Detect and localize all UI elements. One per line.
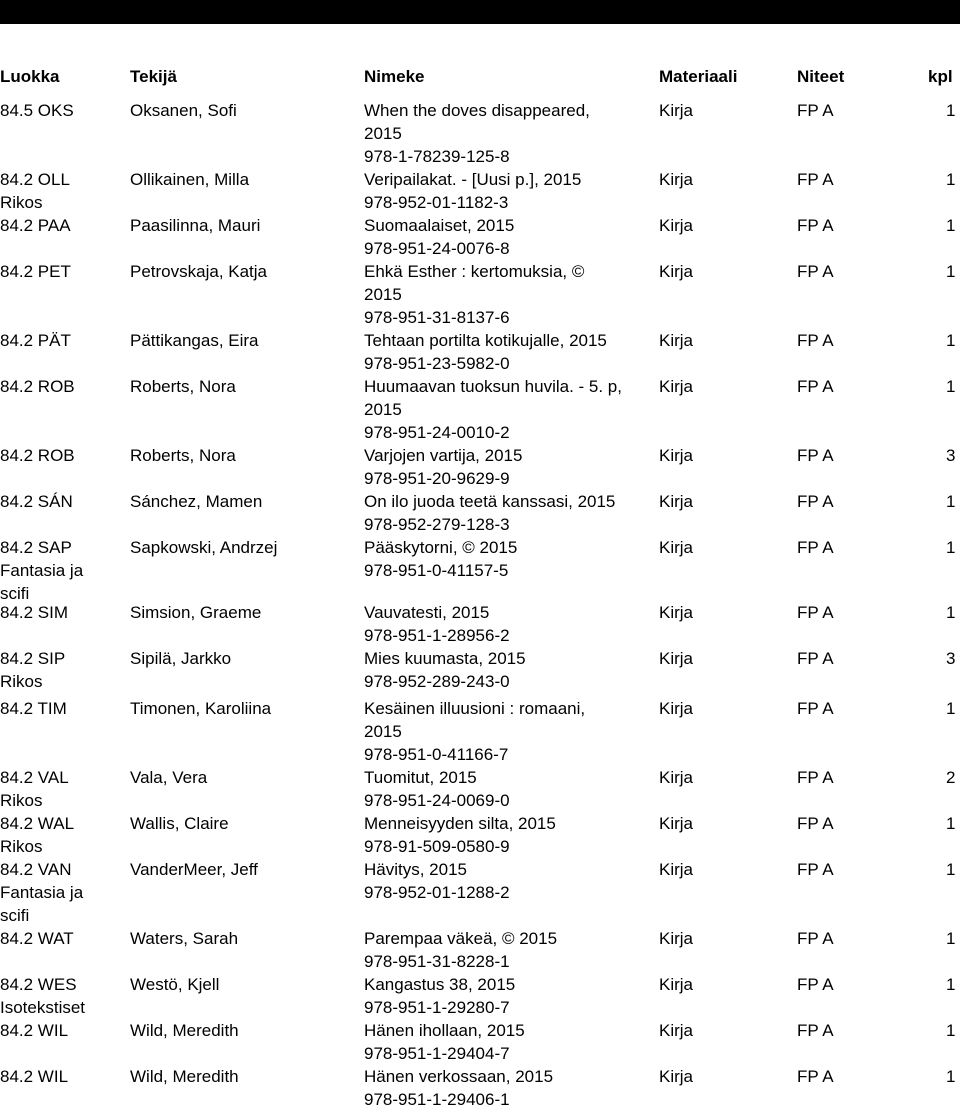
class-code: 84.2 WAT: [0, 929, 74, 948]
class-cell: [0, 214, 125, 237]
column-header-materiaali: Materiaali: [659, 67, 738, 86]
title-cell: [364, 697, 636, 766]
author-name: Wild, Meredith: [130, 1021, 239, 1040]
material-cell: Kirja: [659, 377, 694, 396]
author-cell: [130, 1065, 360, 1088]
isbn: 978-951-24-0076-8: [364, 239, 510, 258]
isbn: 978-951-0-41166-7: [364, 745, 509, 764]
count-cell: 1: [946, 603, 956, 622]
author-name: Wild, Meredith: [130, 1067, 239, 1086]
isbn: 978-952-01-1288-2: [364, 883, 510, 902]
location-cell: FP A: [797, 975, 834, 994]
title-cell: [364, 927, 636, 973]
isbn: 978-951-31-8137-6: [364, 308, 510, 327]
isbn: 978-951-31-8228-1: [364, 952, 510, 971]
isbn: 978-951-24-0069-0: [364, 791, 510, 810]
title-cell: [364, 99, 636, 168]
title-text: Varjojen vartija, 2015: [364, 446, 523, 465]
author-cell: [130, 647, 360, 670]
location-cell: FP A: [797, 101, 834, 120]
title-cell: [364, 601, 636, 647]
title-text: Hävitys, 2015: [364, 860, 467, 879]
count-cell: 1: [946, 377, 956, 396]
title-cell: [364, 973, 636, 1019]
class-code: 84.2 SÁN: [0, 492, 73, 511]
author-name: Roberts, Nora: [130, 377, 236, 396]
title-cell: [364, 329, 636, 375]
title-cell: [364, 858, 636, 904]
count-cell: 1: [946, 975, 956, 994]
title-text: Mies kuumasta, 2015: [364, 649, 526, 668]
author-cell: [130, 812, 360, 835]
title-cell: [364, 812, 636, 858]
location-cell: FP A: [797, 331, 834, 350]
title-cell: [364, 1065, 636, 1111]
class-cell: [0, 601, 125, 624]
class-code: 84.2 VAL: [0, 768, 69, 787]
location-cell: FP A: [797, 699, 834, 718]
title-cell: [364, 536, 636, 582]
class-cell: [0, 536, 125, 605]
count-cell: 1: [946, 1067, 956, 1086]
location-cell: FP A: [797, 446, 834, 465]
isbn: 978-951-1-29406-1: [364, 1090, 510, 1109]
column-header-nimeke: Nimeke: [364, 67, 425, 86]
author-cell: [130, 536, 360, 559]
location-cell: FP A: [797, 262, 834, 281]
class-cell: [0, 260, 125, 283]
location-cell: FP A: [797, 1067, 834, 1086]
count-cell: 1: [946, 331, 956, 350]
author-name: Vala, Vera: [130, 768, 208, 787]
material-cell: Kirja: [659, 538, 694, 557]
class-code: Rikos: [0, 791, 43, 810]
count-cell: 1: [946, 262, 956, 281]
location-cell: FP A: [797, 814, 834, 833]
class-code: scifi: [0, 906, 30, 925]
title-cell: [364, 375, 636, 444]
column-header-niteet: Niteet: [797, 67, 845, 86]
material-cell: Kirja: [659, 649, 694, 668]
count-cell: 1: [946, 699, 956, 718]
title-text: 2015: [364, 400, 402, 419]
column-header-tekija: Tekijä: [130, 67, 177, 86]
author-name: Sánchez, Mamen: [130, 492, 263, 511]
title-text: Huumaavan tuoksun huvila. - 5. p,: [364, 377, 622, 396]
author-name: Timonen, Karoliina: [130, 699, 272, 718]
title-text: Pääskytorni, © 2015: [364, 538, 518, 557]
count-cell: 1: [946, 1021, 956, 1040]
class-cell: [0, 697, 125, 720]
isbn: 978-951-1-28956-2: [364, 626, 510, 645]
author-cell: [130, 329, 360, 352]
material-cell: Kirja: [659, 446, 694, 465]
count-cell: 1: [946, 929, 956, 948]
location-cell: FP A: [797, 170, 834, 189]
title-cell: [364, 490, 636, 536]
material-cell: Kirja: [659, 699, 694, 718]
class-code: 84.2 TIM: [0, 699, 67, 718]
title-text: When the doves disappeared,: [364, 101, 590, 120]
location-cell: FP A: [797, 649, 834, 668]
material-cell: Kirja: [659, 975, 694, 994]
class-code: 84.2 SIP: [0, 649, 66, 668]
author-cell: [130, 490, 360, 513]
class-code: Rikos: [0, 193, 43, 212]
author-name: Roberts, Nora: [130, 446, 236, 465]
author-name: Ollikainen, Milla: [130, 170, 250, 189]
class-code: 84.2 PÄT: [0, 331, 71, 350]
isbn: 978-951-20-9629-9: [364, 469, 510, 488]
author-cell: [130, 766, 360, 789]
author-cell: [130, 601, 360, 624]
count-cell: 1: [946, 814, 956, 833]
class-code: 84.2 SAP: [0, 538, 72, 557]
count-cell: 1: [946, 538, 956, 557]
isbn: 978-951-1-29404-7: [364, 1044, 510, 1063]
material-cell: Kirja: [659, 814, 694, 833]
class-cell: [0, 99, 125, 122]
title-text: Hänen ihollaan, 2015: [364, 1021, 525, 1040]
isbn: 978-951-23-5982-0: [364, 354, 510, 373]
material-cell: Kirja: [659, 603, 694, 622]
class-code: 84.2 ROB: [0, 377, 75, 396]
material-cell: Kirja: [659, 860, 694, 879]
title-text: Vauvatesti, 2015: [364, 603, 490, 622]
class-cell: [0, 1065, 125, 1088]
author-cell: [130, 1019, 360, 1042]
author-cell: [130, 375, 360, 398]
class-code: 84.2 WAL: [0, 814, 75, 833]
count-cell: 3: [946, 649, 956, 668]
location-cell: FP A: [797, 492, 834, 511]
class-cell: [0, 444, 125, 467]
location-cell: FP A: [797, 603, 834, 622]
author-name: Wallis, Claire: [130, 814, 229, 833]
author-name: VanderMeer, Jeff: [130, 860, 258, 879]
class-code: 84.2 WIL: [0, 1067, 69, 1086]
class-cell: [0, 812, 125, 858]
title-text: Ehkä Esther : kertomuksia, ©: [364, 262, 585, 281]
class-cell: [0, 329, 125, 352]
isbn: 978-952-01-1182-3: [364, 193, 509, 212]
isbn: 978-91-509-0580-9: [364, 837, 510, 856]
class-cell: [0, 647, 125, 693]
title-text: 2015: [364, 124, 402, 143]
isbn: 978-951-1-29280-7: [364, 998, 510, 1017]
material-cell: Kirja: [659, 1067, 694, 1086]
location-cell: FP A: [797, 860, 834, 879]
title-text: 2015: [364, 722, 402, 741]
column-header-luokka: Luokka: [0, 67, 60, 86]
author-cell: [130, 260, 360, 283]
class-code: 84.2 OLL: [0, 170, 70, 189]
title-text: On ilo juoda teetä kanssasi, 2015: [364, 492, 616, 511]
material-cell: Kirja: [659, 170, 694, 189]
material-cell: Kirja: [659, 216, 694, 235]
material-cell: Kirja: [659, 929, 694, 948]
class-cell: [0, 375, 125, 398]
title-text: 2015: [364, 285, 402, 304]
title-text: Hänen verkossaan, 2015: [364, 1067, 554, 1086]
isbn: 978-951-24-0010-2: [364, 423, 510, 442]
location-cell: FP A: [797, 377, 834, 396]
class-code: 84.2 PET: [0, 262, 71, 281]
document-title: AIKUISTENOSASTON JA OPINTO-OSASTON UUTUUKSIA: [0, 1, 511, 22]
material-cell: Kirja: [659, 262, 694, 281]
column-header-kpl: kpl: [928, 67, 953, 86]
class-cell: [0, 490, 125, 513]
class-code: 84.2 VAN: [0, 860, 72, 879]
class-code: Rikos: [0, 837, 43, 856]
material-cell: Kirja: [659, 492, 694, 511]
author-cell: [130, 927, 360, 950]
title-text: Kangastus 38, 2015: [364, 975, 516, 994]
author-cell: [130, 99, 360, 122]
title-text: Parempaa väkeä, © 2015: [364, 929, 558, 948]
class-code: Fantasia ja: [0, 883, 84, 902]
location-cell: FP A: [797, 929, 834, 948]
class-cell: [0, 973, 125, 1019]
author-name: Westö, Kjell: [130, 975, 220, 994]
count-cell: 3: [946, 446, 956, 465]
title-text: Menneisyyden silta, 2015: [364, 814, 556, 833]
class-code: 84.5 OKS: [0, 101, 74, 120]
author-cell: [130, 697, 360, 720]
class-code: Rikos: [0, 672, 43, 691]
class-code: 84.2 PAA: [0, 216, 71, 235]
author-name: Oksanen, Sofi: [130, 101, 237, 120]
title-cell: [364, 214, 636, 260]
count-cell: 1: [946, 170, 956, 189]
title-cell: [364, 444, 636, 490]
location-cell: FP A: [797, 538, 834, 557]
isbn: 978-951-0-41157-5: [364, 561, 509, 580]
class-code: 84.2 SIM: [0, 603, 69, 622]
material-cell: Kirja: [659, 1021, 694, 1040]
class-cell: [0, 1019, 125, 1042]
author-name: Sipilä, Jarkko: [130, 649, 232, 668]
class-code: 84.2 ROB: [0, 446, 75, 465]
author-name: Pättikangas, Eira: [130, 331, 259, 350]
count-cell: 2: [946, 768, 956, 787]
class-code: scifi: [0, 584, 30, 603]
title-cell: [364, 766, 636, 812]
isbn: 978-952-279-128-3: [364, 515, 510, 534]
author-name: Simsion, Graeme: [130, 603, 262, 622]
location-cell: FP A: [797, 216, 834, 235]
author-name: Paasilinna, Mauri: [130, 216, 261, 235]
material-cell: Kirja: [659, 768, 694, 787]
title-cell: [364, 260, 636, 329]
title-text: Tehtaan portilta kotikujalle, 2015: [364, 331, 607, 350]
location-cell: FP A: [797, 768, 834, 787]
count-cell: 1: [946, 860, 956, 879]
author-cell: [130, 973, 360, 996]
title-cell: [364, 647, 636, 693]
material-cell: Kirja: [659, 101, 694, 120]
class-code: 84.2 WIL: [0, 1021, 69, 1040]
class-cell: [0, 766, 125, 812]
author-cell: [130, 168, 360, 191]
title-cell: [364, 1019, 636, 1065]
location-cell: FP A: [797, 1021, 834, 1040]
title-text: Kesäinen illuusioni : romaani,: [364, 699, 586, 718]
count-cell: 1: [946, 216, 956, 235]
author-name: Petrovskaja, Katja: [130, 262, 268, 281]
author-name: Waters, Sarah: [130, 929, 239, 948]
author-cell: [130, 444, 360, 467]
isbn: 978-952-289-243-0: [364, 672, 510, 691]
class-code: 84.2 WES: [0, 975, 77, 994]
title-text: Veripailakat. - [Uusi p.], 2015: [364, 170, 582, 189]
material-cell: Kirja: [659, 331, 694, 350]
count-cell: 1: [946, 492, 956, 511]
class-code: Fantasia ja: [0, 561, 84, 580]
class-cell: [0, 168, 125, 214]
title-text: Tuomitut, 2015: [364, 768, 477, 787]
class-cell: [0, 927, 125, 950]
page-number: 10 / 12: [832, 1, 891, 22]
title-cell: [364, 168, 636, 214]
isbn: 978-1-78239-125-8: [364, 147, 510, 166]
author-name: Sapkowski, Andrzej: [130, 538, 278, 557]
author-cell: [130, 858, 360, 881]
class-code: Isotekstiset: [0, 998, 86, 1017]
count-cell: 1: [946, 101, 956, 120]
title-text: Suomaalaiset, 2015: [364, 216, 515, 235]
author-cell: [130, 214, 360, 237]
class-cell: [0, 858, 125, 927]
